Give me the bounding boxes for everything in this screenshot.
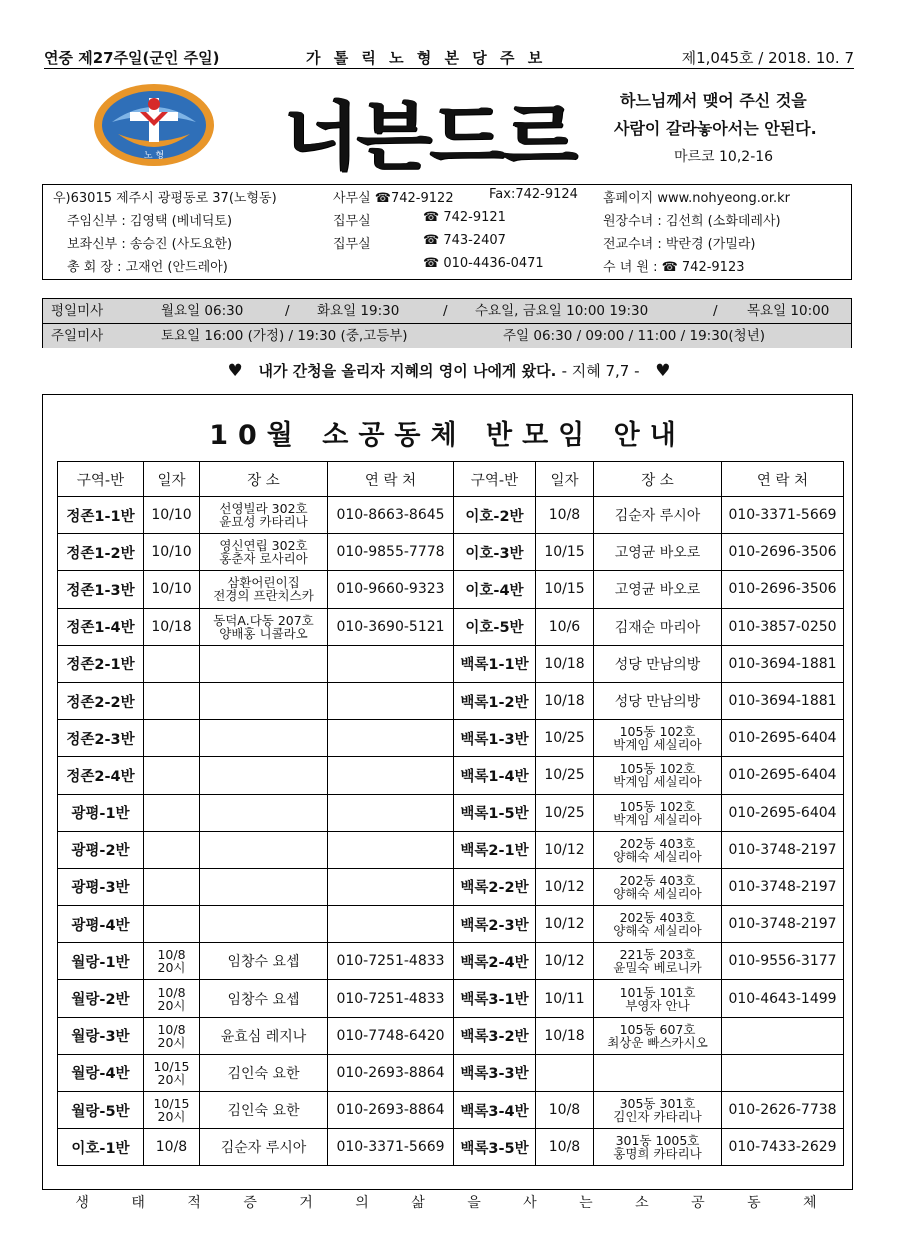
table-row (454, 1129, 844, 1166)
place-cell (594, 1054, 722, 1091)
place-cell-line: 박계임 세실리아 (613, 774, 702, 790)
date-cell: 10/12 (536, 943, 594, 980)
parish-logo (92, 82, 216, 168)
phone-cell: 010-3857-0250 (722, 608, 844, 645)
phone-cell (328, 868, 454, 905)
area-cell: 정존1-1반 (58, 497, 144, 534)
table-row (58, 608, 454, 645)
date-cell (144, 1017, 200, 1054)
place-cell: 성당 만남의방 (594, 645, 722, 682)
place-cell (594, 1129, 722, 1166)
area-cell: 광평-1반 (58, 794, 144, 831)
place-cell-line: 301동 1005호 (615, 1133, 700, 1149)
place-cell (200, 831, 328, 868)
place-cell-line: 202동 403호 (619, 835, 696, 851)
heart-icon: ♥ (227, 361, 243, 381)
mission-sister: 전교수녀 : 박란경 (가밀라) (603, 237, 756, 252)
column-header: 연 락 처 (722, 462, 844, 497)
table-row (58, 645, 454, 682)
date-cell-line: 10/8 (157, 947, 186, 963)
weekday-mass-row (43, 299, 851, 324)
place-cell-line: 홍춘자 로사리아 (219, 551, 308, 567)
area-cell: 백록3-1반 (454, 980, 536, 1017)
weekday-mass-label: 평일미사 (51, 303, 104, 319)
place-cell-line: 삼환어린이집 (227, 575, 300, 591)
date-cell (144, 980, 200, 1017)
date-cell (144, 645, 200, 682)
area-cell: 백록3-2반 (454, 1017, 536, 1054)
notice-title: 10월 소공동체 반모임 안내 (209, 420, 686, 451)
area-cell: 정존2-2반 (58, 682, 144, 719)
date-cell (144, 1092, 200, 1129)
date-cell: 10/8 (536, 1092, 594, 1129)
table-row (58, 534, 454, 571)
place-cell-line: 김인자 카타리나 (613, 1109, 702, 1125)
date-cell (144, 757, 200, 794)
issue-number-date: 제1,045호 / 2018. 10. 7 (681, 48, 854, 67)
table-row (58, 1092, 454, 1129)
area-cell: 이호-1반 (58, 1129, 144, 1166)
saturday-mass-times: 토요일 16:00 (가정) / 19:30 (중,고등부) (161, 328, 408, 344)
place-cell-line: 양해숙 세실리아 (613, 885, 702, 901)
table-row (58, 1129, 454, 1166)
weekday-mass-sep: / (443, 303, 448, 319)
date-cell-line: 10/15 (153, 1058, 190, 1074)
column-header: 일자 (536, 462, 594, 497)
place-cell-line: 최상운 빠스카시오 (607, 1034, 708, 1050)
area-cell: 백록3-3반 (454, 1054, 536, 1091)
weekday-mass-wed-fri: 수요일, 금요일 10:00 19:30 (475, 303, 649, 319)
date-cell: 10/18 (536, 645, 594, 682)
place-cell: 김순자 루시아 (200, 1129, 328, 1166)
logo-label: 노 형 (143, 151, 165, 161)
column-header: 일자 (144, 462, 200, 497)
place-cell-line: 동덕A.다동 207호 (213, 612, 314, 628)
date-cell-line: 10/15 (153, 1096, 190, 1112)
issue-header (44, 46, 854, 69)
phone-cell (722, 1054, 844, 1091)
date-cell: 10/15 (536, 571, 594, 608)
bible-verse (0, 360, 898, 381)
assistant-phone: ☎ 743-2407 (423, 233, 506, 248)
area-cell: 이호-3반 (454, 534, 536, 571)
area-cell: 백록2-1반 (454, 831, 536, 868)
address: 우)63015 제주시 광평동로 37(노형동) (53, 191, 277, 206)
place-cell (200, 720, 328, 757)
parish-info-box (42, 184, 852, 280)
place-cell (594, 757, 722, 794)
place-cell-line: 105동 102호 (619, 761, 696, 777)
pastor-room: 집무실 (333, 214, 371, 229)
fax: Fax:742-9124 (489, 187, 578, 202)
place-cell: 김인숙 요한 (200, 1054, 328, 1091)
place-cell-line: 105동 102호 (619, 798, 696, 814)
phone-cell: 010-7251-4833 (328, 980, 454, 1017)
date-cell (144, 1054, 200, 1091)
area-cell: 백록2-3반 (454, 906, 536, 943)
table-row (58, 943, 454, 980)
weekday-mass-tue: 화요일 19:30 (317, 303, 400, 319)
place-cell-line: 221동 203호 (619, 947, 696, 963)
phone-cell (328, 794, 454, 831)
phone-cell: 010-9855-7778 (328, 534, 454, 571)
convent: 수 녀 원 : ☎ 742-9123 (603, 260, 745, 275)
table-row (454, 794, 844, 831)
table-row (454, 682, 844, 719)
place-cell: 김인숙 요한 (200, 1092, 328, 1129)
date-cell: 10/18 (536, 1017, 594, 1054)
phone-cell: 010-3748-2197 (722, 868, 844, 905)
bulletin-name: 가 톨 릭 노 형 본 당 주 보 (306, 48, 547, 67)
assistant-priest: 보좌신부 : 송승진 (사도요한) (67, 237, 233, 252)
small-community-notice (42, 394, 853, 1190)
place-cell: 김순자 루시아 (594, 497, 722, 534)
table-row (454, 943, 844, 980)
phone-cell (328, 906, 454, 943)
place-cell (594, 794, 722, 831)
left-rows (58, 497, 454, 1166)
council-president: 총 회 장 : 고재언 (안드레아) (67, 260, 228, 275)
table-row (58, 980, 454, 1017)
place-cell (200, 497, 328, 534)
phone-cell (328, 645, 454, 682)
schedule-table-right (453, 461, 844, 1166)
phone-cell: 010-2696-3506 (722, 534, 844, 571)
phone-cell: 010-2693-8864 (328, 1054, 454, 1091)
area-cell: 백록1-4반 (454, 757, 536, 794)
place-cell: 성당 만남의방 (594, 682, 722, 719)
area-cell: 이호-5반 (454, 608, 536, 645)
area-cell: 백록2-2반 (454, 868, 536, 905)
place-cell-line: 105동 607호 (619, 1021, 696, 1037)
date-cell-line: 20시 (157, 997, 186, 1013)
mass-schedule (42, 298, 852, 348)
date-cell: 10/18 (536, 682, 594, 719)
phone-cell (722, 1017, 844, 1054)
place-cell-line: 박계임 세실리아 (613, 737, 702, 753)
table-row (454, 497, 844, 534)
place-cell-line: 101동 101호 (619, 984, 696, 1000)
area-cell: 백록1-1반 (454, 645, 536, 682)
place-cell (594, 720, 722, 757)
column-header: 구역-반 (58, 462, 144, 497)
phone-cell: 010-8663-8645 (328, 497, 454, 534)
date-cell (144, 682, 200, 719)
phone-cell (328, 831, 454, 868)
phone-cell: 010-3694-1881 (722, 645, 844, 682)
phone-cell: 010-7433-2629 (722, 1129, 844, 1166)
place-cell-line: 영신연립 302호 (219, 538, 308, 554)
phone-cell: 010-3371-5669 (328, 1129, 454, 1166)
footer-text: 생 태 적 증 거 의 삶 을 사 는 소 공 동 체 (75, 1195, 823, 1211)
place-cell (594, 943, 722, 980)
president-phone: ☎ 010-4436-0471 (423, 256, 544, 271)
place-cell-line: 105동 102호 (619, 724, 696, 740)
place-cell (200, 794, 328, 831)
area-cell: 광평-2반 (58, 831, 144, 868)
date-cell (144, 720, 200, 757)
date-cell-line: 20시 (157, 1034, 186, 1050)
head-sister: 원장수녀 : 김선희 (소화데레사) (603, 214, 781, 229)
area-cell: 월랑-4반 (58, 1054, 144, 1091)
schedule-table-left (57, 461, 454, 1166)
table-header-row (454, 462, 844, 497)
place-cell (594, 980, 722, 1017)
area-cell: 정존1-4반 (58, 608, 144, 645)
phone-cell: 010-2696-3506 (722, 571, 844, 608)
area-cell: 이호-2반 (454, 497, 536, 534)
date-cell-line: 20시 (157, 1109, 186, 1125)
place-cell (200, 757, 328, 794)
area-cell: 이호-4반 (454, 571, 536, 608)
table-row (58, 497, 454, 534)
place-cell-line: 305동 301호 (619, 1096, 696, 1112)
area-cell: 월랑-2반 (58, 980, 144, 1017)
date-cell (144, 794, 200, 831)
table-row (454, 1017, 844, 1054)
place-cell (200, 534, 328, 571)
date-cell (144, 868, 200, 905)
place-cell (594, 1092, 722, 1129)
area-cell: 정존2-1반 (58, 645, 144, 682)
phone-cell: 010-4643-1499 (722, 980, 844, 1017)
area-cell: 백록1-3반 (454, 720, 536, 757)
table-row (454, 757, 844, 794)
verse-text: 내가 간청을 올리자 지혜의 영이 나에게 왔다. (258, 362, 557, 380)
quote-line-1: 하느님께서 맺어 주신 것을 (620, 91, 807, 110)
footer-slogan (0, 1192, 898, 1212)
date-cell: 10/15 (536, 534, 594, 571)
date-cell: 10/11 (536, 980, 594, 1017)
place-cell: 윤효심 레지나 (200, 1017, 328, 1054)
phone-cell (328, 757, 454, 794)
phone-cell: 010-9556-3177 (722, 943, 844, 980)
sunday-mass-row (43, 324, 851, 348)
place-cell-line: 202동 403호 (619, 910, 696, 926)
area-cell: 월랑-1반 (58, 943, 144, 980)
phone-cell: 010-7748-6420 (328, 1017, 454, 1054)
date-cell: 10/18 (144, 608, 200, 645)
pastor-phone: ☎ 742-9121 (423, 210, 506, 225)
table-row (454, 980, 844, 1017)
place-cell-line: 선영빌라 302호 (219, 501, 308, 517)
table-row (58, 868, 454, 905)
table-row (58, 757, 454, 794)
date-cell (144, 831, 200, 868)
table-row (58, 720, 454, 757)
phone-cell: 010-7251-4833 (328, 943, 454, 980)
place-cell-line: 양배홍 니콜라오 (219, 625, 308, 641)
liturgical-day: 연중 제27주일(군인 주일) (44, 48, 220, 67)
table-row (58, 794, 454, 831)
assistant-room: 집무실 (333, 237, 371, 252)
masthead-title: 너븐드르 (284, 94, 576, 180)
place-cell (200, 571, 328, 608)
table-row (58, 682, 454, 719)
phone-cell: 010-2695-6404 (722, 794, 844, 831)
date-cell: 10/6 (536, 608, 594, 645)
area-cell: 백록2-4반 (454, 943, 536, 980)
date-cell: 10/8 (536, 1129, 594, 1166)
date-cell (536, 1054, 594, 1091)
place-cell: 임창수 요셉 (200, 943, 328, 980)
table-row (58, 1054, 454, 1091)
place-cell (594, 831, 722, 868)
date-cell: 10/12 (536, 868, 594, 905)
date-cell-line: 10/8 (157, 984, 186, 1000)
table-row (454, 831, 844, 868)
area-cell: 광평-4반 (58, 906, 144, 943)
date-cell: 10/12 (536, 831, 594, 868)
place-cell-line: 윤묘성 카타리나 (219, 514, 308, 530)
column-header: 구역-반 (454, 462, 536, 497)
area-cell: 백록3-5반 (454, 1129, 536, 1166)
area-cell: 광평-3반 (58, 868, 144, 905)
area-cell: 정존2-4반 (58, 757, 144, 794)
area-cell: 백록3-4반 (454, 1092, 536, 1129)
date-cell: 10/8 (536, 497, 594, 534)
place-cell (200, 682, 328, 719)
area-cell: 월랑-3반 (58, 1017, 144, 1054)
table-row (454, 1054, 844, 1091)
weekday-mass-thu: 목요일 10:00 (747, 303, 830, 319)
pastor: 주임신부 : 김영택 (베네딕토) (67, 214, 233, 229)
table-row (454, 608, 844, 645)
date-cell-line: 20시 (157, 960, 186, 976)
date-cell: 10/25 (536, 720, 594, 757)
phone-cell: 010-2695-6404 (722, 720, 844, 757)
quote-line-2: 사람이 갈라놓아서는 안된다. (614, 119, 817, 138)
area-cell: 정존2-3반 (58, 720, 144, 757)
table-row (454, 868, 844, 905)
date-cell: 10/12 (536, 906, 594, 943)
table-row (454, 720, 844, 757)
place-cell-line: 부영자 안나 (625, 997, 690, 1013)
table-row (454, 906, 844, 943)
place-cell (200, 608, 328, 645)
homepage[interactable]: 홈페이지 www.nohyeong.or.kr (603, 191, 791, 206)
date-cell: 10/10 (144, 497, 200, 534)
table-row (454, 571, 844, 608)
area-cell: 정존1-2반 (58, 534, 144, 571)
sunday-mass-times: 주일 06:30 / 09:00 / 11:00 / 19:30(청년) (503, 328, 766, 344)
office-phone: 사무실 ☎742-9122 (333, 191, 454, 206)
place-cell (594, 1017, 722, 1054)
weekday-mass-mon: 월요일 06:30 (161, 303, 244, 319)
table-row (454, 534, 844, 571)
place-cell-line: 박계임 세실리아 (613, 811, 702, 827)
date-cell-line: 10/8 (157, 1021, 186, 1037)
weekday-mass-sep: / (713, 303, 718, 319)
table-header-row (58, 462, 454, 497)
phone-cell: 010-2693-8864 (328, 1092, 454, 1129)
phone-cell: 010-2626-7738 (722, 1092, 844, 1129)
right-rows (454, 497, 844, 1166)
place-cell-line: 윤밀숙 베로니카 (613, 960, 702, 976)
place-cell: 고영균 바오로 (594, 571, 722, 608)
sunday-mass-label: 주일미사 (51, 328, 104, 344)
area-cell: 백록1-5반 (454, 794, 536, 831)
place-cell-line: 전경의 프란치스카 (213, 588, 314, 604)
heart-icon: ♥ (655, 361, 671, 381)
place-cell: 고영균 바오로 (594, 534, 722, 571)
table-row (58, 571, 454, 608)
area-cell: 월랑-5반 (58, 1092, 144, 1129)
date-cell (144, 906, 200, 943)
place-cell (200, 868, 328, 905)
column-header: 장 소 (594, 462, 722, 497)
phone-cell: 010-3371-5669 (722, 497, 844, 534)
table-row (58, 906, 454, 943)
quote-source: 마르코 10,2-16 (674, 149, 774, 165)
date-cell: 10/25 (536, 794, 594, 831)
phone-cell: 010-3748-2197 (722, 906, 844, 943)
place-cell (200, 645, 328, 682)
phone-cell: 010-3748-2197 (722, 831, 844, 868)
place-cell: 임창수 요셉 (200, 980, 328, 1017)
area-cell: 정존1-3반 (58, 571, 144, 608)
place-cell-line: 양해숙 세실리아 (613, 848, 702, 864)
phone-cell (328, 682, 454, 719)
date-cell: 10/10 (144, 534, 200, 571)
date-cell (144, 943, 200, 980)
place-cell-line: 202동 403호 (619, 872, 696, 888)
place-cell (594, 906, 722, 943)
place-cell (594, 868, 722, 905)
date-cell: 10/25 (536, 757, 594, 794)
place-cell-line: 양해숙 세실리아 (613, 923, 702, 939)
table-row (454, 645, 844, 682)
place-cell (200, 906, 328, 943)
column-header: 장 소 (200, 462, 328, 497)
place-cell: 김재순 마리아 (594, 608, 722, 645)
phone-cell: 010-3690-5121 (328, 608, 454, 645)
date-cell-line: 20시 (157, 1071, 186, 1087)
phone-cell: 010-3694-1881 (722, 682, 844, 719)
weekday-mass-sep: / (285, 303, 290, 319)
phone-cell: 010-9660-9323 (328, 571, 454, 608)
table-row (58, 831, 454, 868)
table-row (454, 1092, 844, 1129)
phone-cell: 010-2695-6404 (722, 757, 844, 794)
place-cell-line: 홍명희 카타리나 (613, 1146, 702, 1162)
phone-cell (328, 720, 454, 757)
date-cell: 10/8 (144, 1129, 200, 1166)
verse-source: - 지혜 7,7 - (561, 362, 640, 380)
column-header: 연 락 처 (328, 462, 454, 497)
table-row (58, 1017, 454, 1054)
area-cell: 백록1-2반 (454, 682, 536, 719)
date-cell: 10/10 (144, 571, 200, 608)
